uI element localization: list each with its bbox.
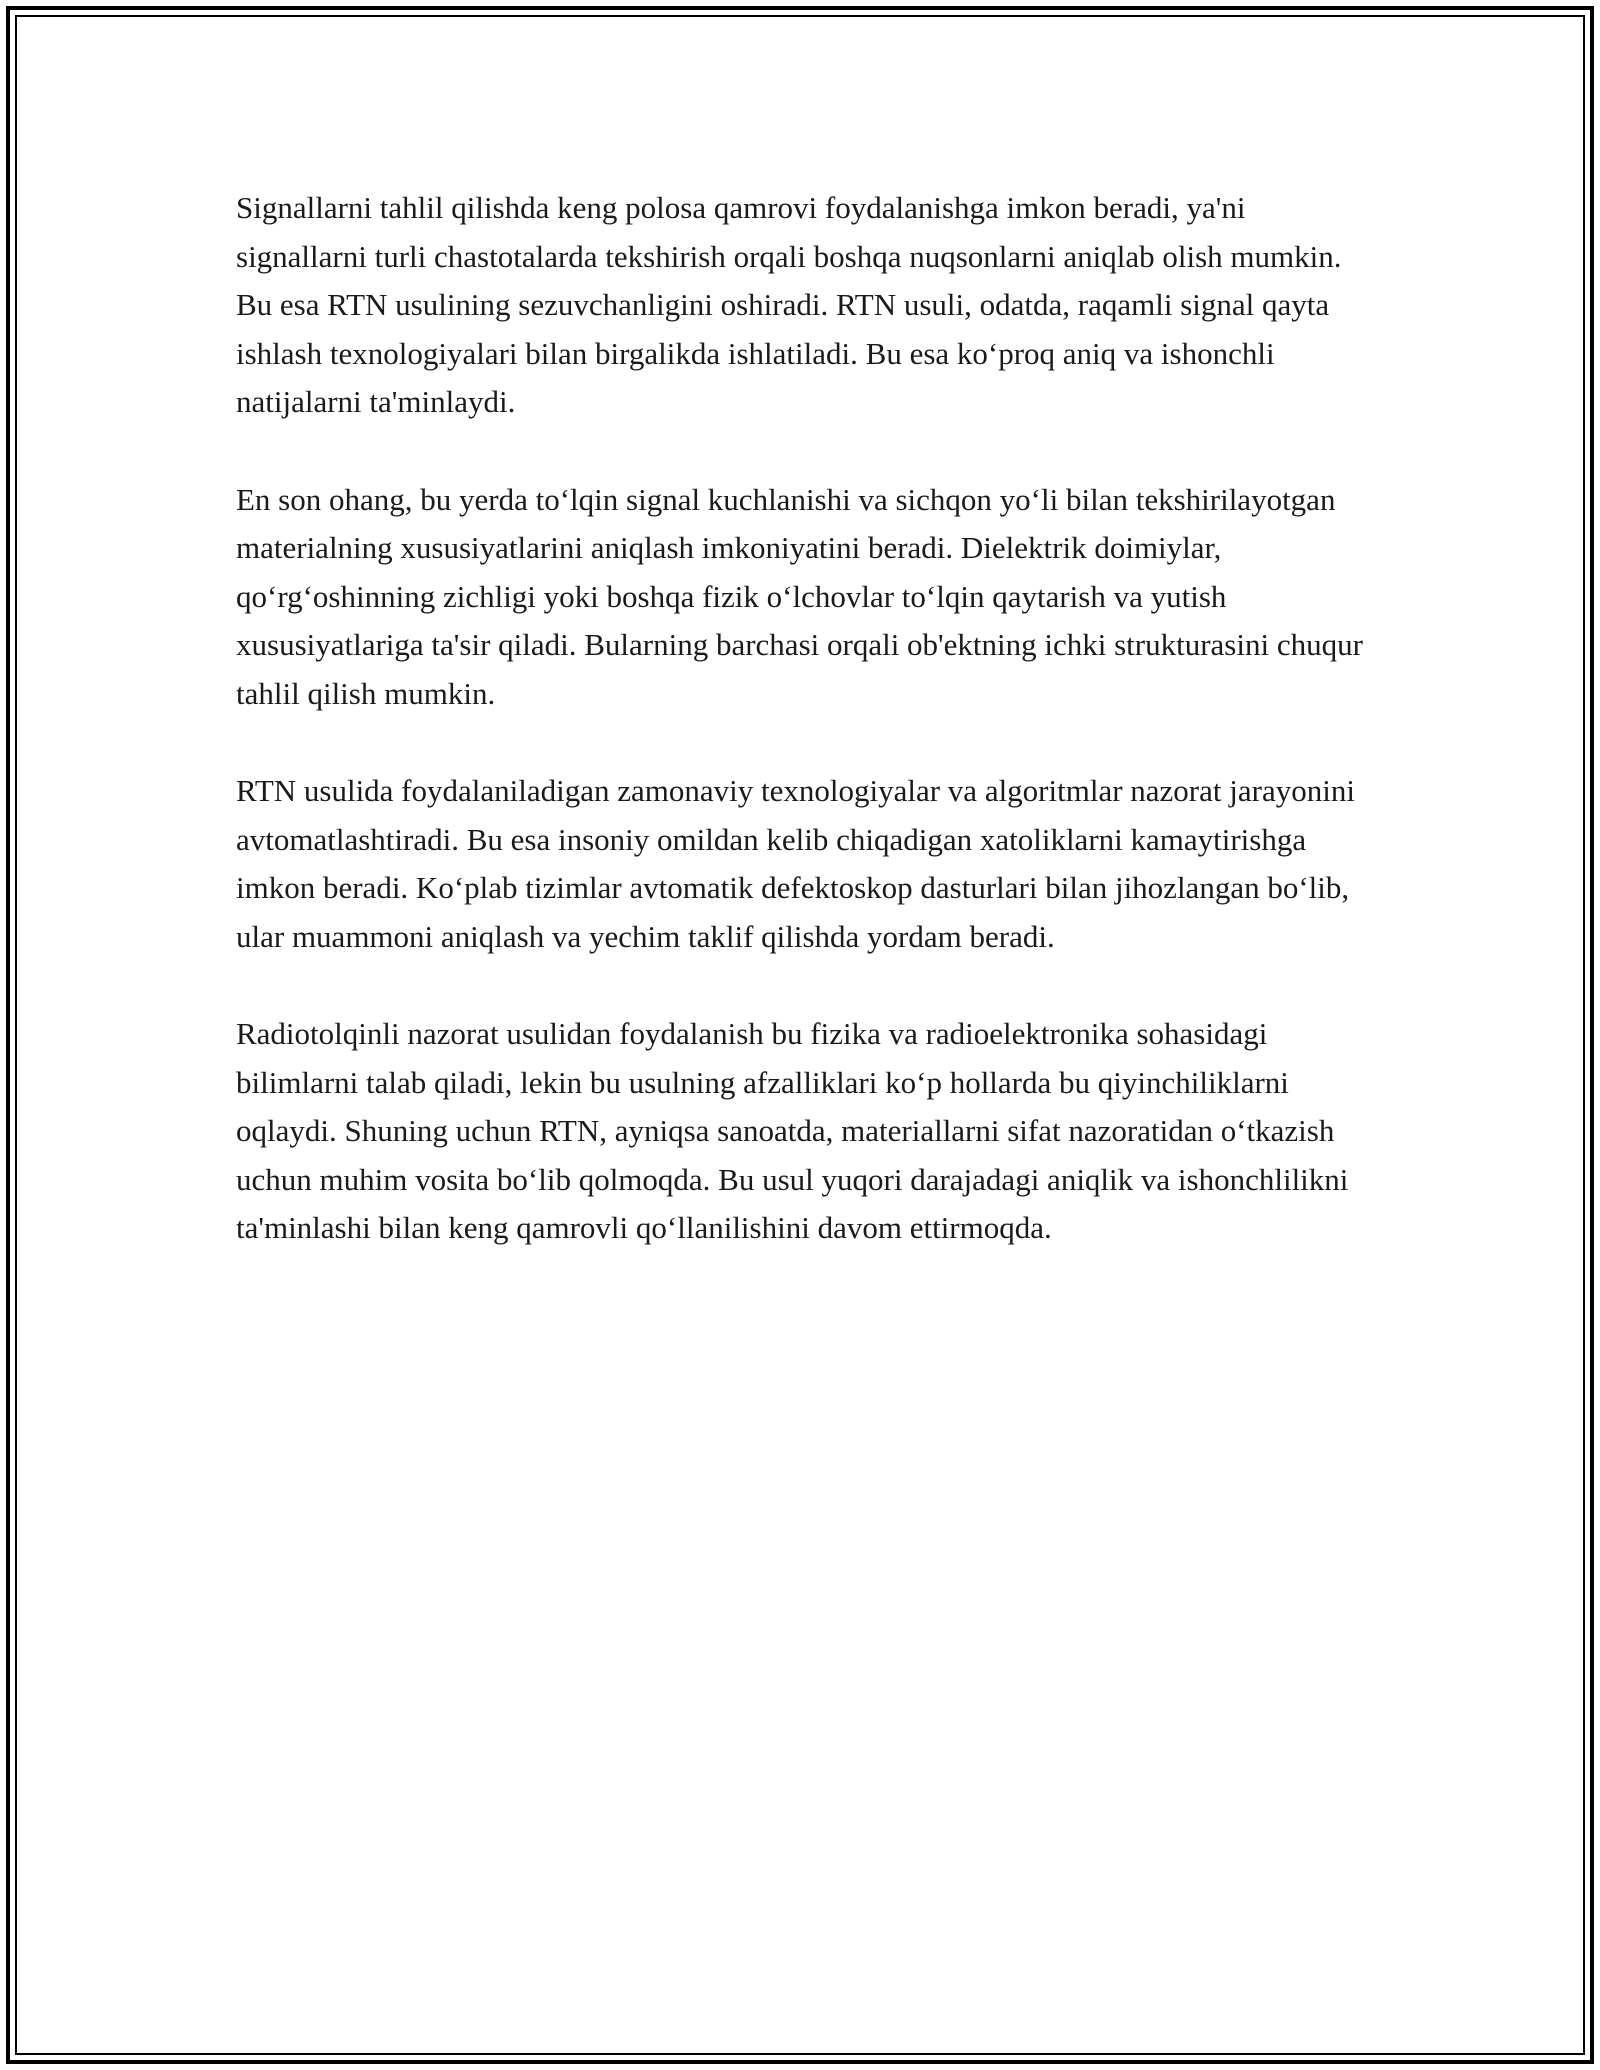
document-body: [236, 184, 1376, 1302]
paragraph-3: RTN usulida foydalaniladigan zamonaviy texnologiyalar va algoritmlar nazorat jarayonini avtomatlashtiradi. Bu esa insoniy omildan kelib chiqadigan xatoliklarni kamaytirishga imkon beradi. Koʻplab tizimlar avtomatik defektoskop dasturlari bilan jihozlangan boʻlib, ular muammoni aniqlash va yechim taklif qilishda yordam beradi.: [236, 773, 1355, 954]
paragraph-4: Radiotolqinli nazorat usulidan foydalanish bu fizika va radioelektronika sohasidagi bilimlarni talab qiladi, lekin bu usulning afzalliklari koʻp hollarda bu qiyinchiliklarni oqlaydi. Shuning uchun RTN, ayniqsa sanoatda, materiallarni sifat nazoratidan oʻtkazish uchun muhim vosita boʻlib qolmoqda. Bu usul yuqori darajadagi aniqlik va ishonchlilikni ta'minlashi bilan keng qamrovli qoʻllanilishini davom ettirmoqda.: [236, 1016, 1349, 1245]
paragraph-1: Signallarni tahlil qilishda keng polosa qamrovi foydalanishga imkon beradi, ya'ni signallarni turli chastotalarda tekshirish orqali boshqa nuqsonlarni aniqlab olish mumkin. Bu esa RTN usulining sezuvchanligini oshiradi. RTN usuli, odatda, raqamli signal qayta ishlash texnologiyalari bilan birgalikda ishlatiladi. Bu esa koʻproq aniq va ishonchli natijalarni ta'minlaydi.: [236, 190, 1342, 419]
paragraph-2: En son ohang, bu yerda toʻlqin signal kuchlanishi va sichqon yoʻli bilan tekshirilayotgan materialning xususiyatlarini aniqlash imkoniyatini beradi. Dielektrik doimiylar, qoʻrgʻoshinning zichligi yoki boshqa fizik oʻlchovlar toʻlqin qaytarish va yutish xususiyatlariga ta'sir qiladi. Bularning barchasi orqali ob'ektning ichki strukturasini chuqur tahlil qilish mumkin.: [236, 481, 1363, 711]
